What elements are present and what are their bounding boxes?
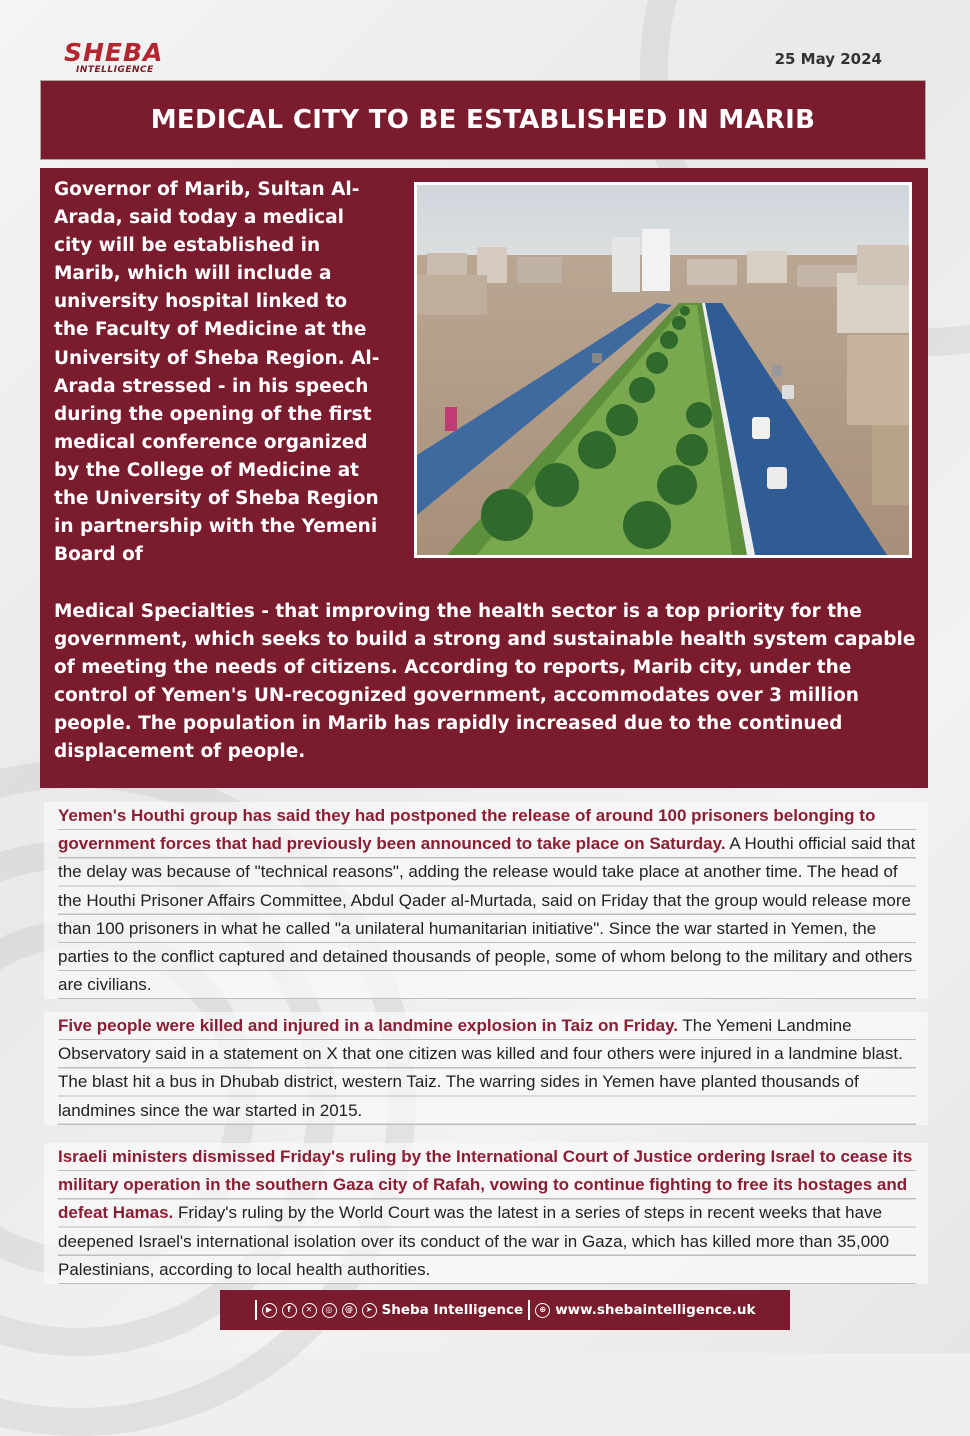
sheba-logo (62, 38, 182, 80)
news-item (44, 1143, 928, 1284)
news-item (44, 802, 928, 999)
headline-bar (40, 80, 926, 160)
news-body: Friday's ruling by the World Court was the latest in a series of steps in recent weeks that have deepened Israel's international isolation over its conduct of the war in Gaza, which has killed more than 35,000 Palestinians, according to local health authorities. (58, 1203, 890, 1279)
divider (255, 1300, 257, 1320)
facebook-icon[interactable]: f (282, 1303, 297, 1318)
x-icon[interactable]: ✕ (302, 1303, 317, 1318)
footer-brand: Sheba Intelligence (381, 1302, 524, 1318)
lead-story-text-1: Governor of Marib, Sultan Al-Arada, said today a medical city will be established in Marib, which will include a university hospital linked to the Faculty of Medicine at the University of Sheba Region. Al-Arada stressed - in his speech during the opening of the first medical conference organized by the College of Medicine at the University of Sheba Region in partnership with the Yemeni Board of (54, 179, 380, 566)
footer-bar (220, 1290, 790, 1330)
logo-main-text: SHEBA (64, 38, 164, 67)
news-highlight: Five people were killed and injured in a landmine explosion in Taiz on Friday. (58, 1016, 678, 1035)
divider (528, 1300, 530, 1320)
instagram-icon[interactable]: ◎ (322, 1303, 337, 1318)
telegram-icon[interactable]: ➤ (362, 1303, 377, 1318)
headline: MEDICAL CITY TO BE ESTABLISHED IN MARIB (150, 105, 816, 135)
news-body: A Houthi official said that the delay was because of "technical reasons", adding the release would take place at another time. The head of the Houthi Prisoner Affairs Committee, Abdul Qader al-Murtada, said on Friday that the group would release more than 100 prisoners in what he called "a unilateral humanitarian initiative". Since the war started in Yemen, the parties to the conflict captured and detained thousands of people, some of whom belong to the military and others are civilians. (58, 834, 916, 995)
news-item (44, 1012, 928, 1125)
footer-website-link[interactable]: www.shebaintelligence.uk (555, 1302, 756, 1318)
news-highlight: Yemen's Houthi group has said they had postponed the release of around 100 prisoners belonging to government forces that had previously been announced to take place on Saturday. (58, 806, 876, 854)
lead-story (40, 168, 928, 788)
marib-street-photo (414, 182, 912, 558)
threads-icon[interactable]: @ (342, 1303, 357, 1318)
lead-story-text-2: Medical Specialties - that improving the health sector is a top priority for the government, which seeks to build a strong and sustainable health system capable of meeting the needs of citizens. According to reports, Marib city, under the control of Yemen's UN-recognized government, accommodates over 3 million people. The population in Marib has rapidly increased due to the continued displacement of people. (54, 601, 916, 762)
logo-sub-text: INTELLIGENCE (76, 65, 154, 75)
globe-icon: ⊕ (535, 1303, 550, 1318)
publication-date: 25 May 2024 (774, 50, 882, 68)
news-highlight: Israeli ministers dismissed Friday's ruling by the International Court of Justice ordering Israel to cease its military operation in the southern Gaza city of Rafah, vowing to continue fighting to free its hostages and defeat Hamas. (58, 1147, 913, 1223)
youtube-icon[interactable]: ▶ (262, 1303, 277, 1318)
news-body: The Yemeni Landmine Observatory said in a statement on X that one citizen was killed and four others were injured in a landmine blast. The blast hit a bus in Dhubab district, western Taiz. The warring sides in Yemen have planted thousands of landmines since the war started in 2015. (58, 1016, 903, 1120)
